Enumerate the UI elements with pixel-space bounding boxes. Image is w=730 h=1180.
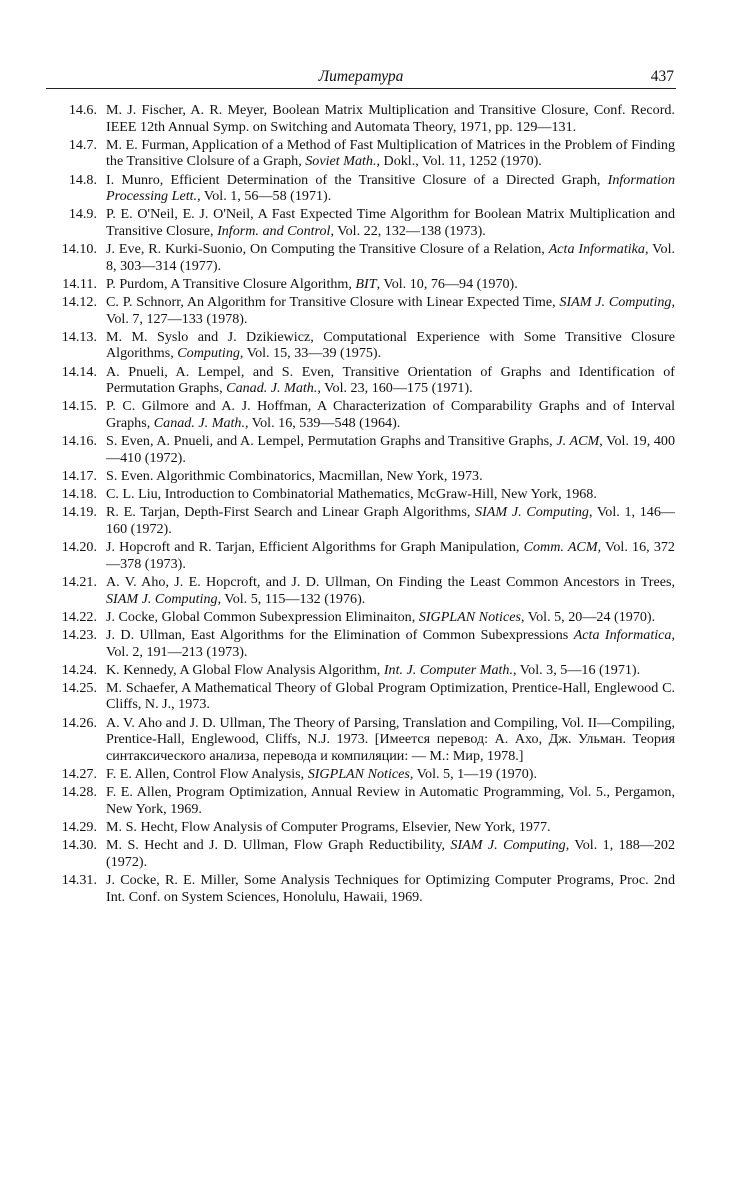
reference-number: 14.22. xyxy=(61,608,97,625)
reference-number: 14.16. xyxy=(61,433,97,450)
reference-source-title: SIAM J. Computing xyxy=(450,837,566,854)
reference-number: 14.20. xyxy=(61,539,97,556)
reference-number: 14.13. xyxy=(61,328,97,345)
reference-entry xyxy=(54,364,675,397)
reference-text: , Vol. 1, 146—160 (1972). xyxy=(106,504,675,537)
reference-entry xyxy=(54,486,675,503)
reference-entry xyxy=(54,609,675,626)
page-number: 437 xyxy=(650,68,674,85)
reference-text: M. E. Furman, Application of a Method of Fast Multiplication of Matrices in the Problem of Finding the Transitive Clolsure of a Graph, xyxy=(106,136,675,170)
reference-text: , Vol. 22, 132—138 (1973). xyxy=(330,222,486,239)
reference-text: A. Pnueli, A. Lempel, and S. Even, Transitive Orientation of Graphs and Identification of Permutation Graphs, xyxy=(106,363,675,397)
reference-entry xyxy=(54,539,675,572)
reference-source-title: Canad. J. Math. xyxy=(226,380,318,397)
reference-entry xyxy=(54,329,675,362)
reference-text: M. S. Hecht, Flow Analysis of Computer Programs, Elsevier, New York, 1977. xyxy=(106,819,551,835)
reference-entry xyxy=(54,172,675,205)
reference-text: C. L. Liu, Introduction to Combinatorial Mathematics, McGraw-Hill, New York, 1968. xyxy=(106,486,597,503)
reference-entry xyxy=(54,137,675,170)
reference-source-title: Acta Informatica xyxy=(573,626,672,643)
reference-text: , Vol. 8, 303—314 (1977). xyxy=(106,241,676,274)
reference-text: J. D. Ullman, East Algorithms for the Elimination of Common Subexpressions xyxy=(106,626,574,643)
reference-number: 14.19. xyxy=(61,504,97,521)
reference-text: , Vol. 1, 188—202 (1972). xyxy=(106,837,675,870)
reference-text: , Vol. 23, 160—175 (1971). xyxy=(317,380,473,397)
reference-source-title: SIGPLAN Notices xyxy=(307,766,410,783)
reference-number: 14.17. xyxy=(61,468,97,484)
reference-text: , Vol. 2, 191—213 (1973). xyxy=(106,626,675,660)
reference-text: J. Cocke, R. E. Miller, Some Analysis Techniques for Optimizing Computer Programs, Proc. 2nd Int. Conf. on System Sciences, Honolulu, Hawaii, 1969. xyxy=(106,871,675,905)
reference-number: 14.15. xyxy=(61,398,97,415)
reference-source-title: J. ACM xyxy=(556,433,600,450)
reference-text: , Vol. 10, 76—94 (1970). xyxy=(376,275,518,292)
reference-source-title: SIAM J. Computing xyxy=(106,590,218,607)
reference-text: , Vol. 3, 5—16 (1971). xyxy=(513,661,641,678)
reference-text: M. J. Fischer, A. R. Meyer, Boolean Matrix Multiplication and Transitive Closure, Conf. Record. IEEE 12th Annual Symp. on Switching and Automata Theory, 1971, pp. 129—131. xyxy=(106,102,675,135)
reference-number: 14.28. xyxy=(61,784,97,801)
reference-source-title: Int. J. Computer Math. xyxy=(383,661,514,678)
reference-number: 14.31. xyxy=(61,871,97,888)
reference-text: M. S. Hecht and J. D. Ullman, Flow Graph Reductibility, xyxy=(106,837,451,854)
reference-text: A. V. Aho, J. E. Hopcroft, and J. D. Ullman, On Finding the Least Common Ancestors in Trees, xyxy=(106,573,675,590)
reference-text: , Vol. 16, 372—378 (1973). xyxy=(106,539,675,572)
reference-entry xyxy=(54,819,675,836)
reference-number: 14.30. xyxy=(61,837,97,854)
reference-text: , Vol. 16, 539—548 (1964). xyxy=(244,415,401,432)
reference-text: J. Cocke, Global Common Subexpression Eliminaiton, xyxy=(106,608,419,625)
reference-entry xyxy=(54,398,675,431)
running-header xyxy=(46,66,676,89)
reference-text: I. Munro, Efficient Determination of the Transitive Closure of a Directed Graph, xyxy=(106,171,608,188)
reference-number: 14.11. xyxy=(62,275,97,292)
reference-text: J. Hopcroft and R. Tarjan, Efficient Algorithms for Graph Manipulation, xyxy=(106,539,524,556)
reference-entry xyxy=(54,872,675,905)
reference-text: , Vol. 5, 115—132 (1976). xyxy=(217,590,366,607)
reference-number: 14.7. xyxy=(68,136,97,153)
running-title: Литература xyxy=(318,68,404,85)
reference-text: P. E. O'Neil, E. J. O'Neil, A Fast Expected Time Algorithm for Boolean Matrix Multiplication and Transitive Closure, xyxy=(106,206,675,239)
reference-text: P. Purdom, A Transitive Closure Algorithm, xyxy=(106,275,356,292)
reference-entry xyxy=(54,102,675,135)
reference-entry xyxy=(54,276,675,293)
reference-number: 14.10. xyxy=(61,241,97,258)
reference-text: S. Even. Algorithmic Combinatorics, Macmillan, New York, 1973. xyxy=(106,468,483,484)
reference-source-title: BIT xyxy=(355,275,377,292)
reference-text: C. P. Schnorr, An Algorithm for Transitive Closure with Linear Expected Time, xyxy=(106,294,560,311)
reference-number: 14.14. xyxy=(61,363,97,380)
reference-text: R. E. Tarjan, Depth-First Search and Linear Graph Algorithms, xyxy=(106,504,476,521)
reference-entry xyxy=(54,766,675,783)
reference-text: S. Even, A. Pnueli, and A. Lempel, Permutation Graphs and Transitive Graphs, xyxy=(106,433,557,450)
reference-text: K. Kennedy, A Global Flow Analysis Algorithm, xyxy=(106,661,384,678)
reference-entry xyxy=(54,574,675,607)
reference-source-title: Canad. J. Math. xyxy=(153,415,245,432)
reference-text: M. M. Syslo and J. Dzikiewicz, Computational Experience with Some Transitive Closure Algorithms, xyxy=(106,328,675,362)
reference-text: M. Schaefer, A Mathematical Theory of Global Program Optimization, Prentice-Hall, Englewood C. Cliffs, N. J., 1973. xyxy=(106,679,675,713)
reference-number: 14.25. xyxy=(61,679,97,696)
reference-text: A. V. Aho and J. D. Ullman, The Theory of Parsing, Translation and Compiling, Vol. II—Compiling, Prentice-Hall, Englewood, Cliffs, N.J. 1973. [Имеется перевод: А. Ахо, Дж. Ульман. Теория синтаксического анализа, перевода и компиляции: — М.: Мир, 1978.] xyxy=(106,714,675,764)
reference-number: 14.27. xyxy=(61,766,97,783)
reference-entry xyxy=(54,206,675,239)
reference-number: 14.21. xyxy=(61,573,97,590)
reference-source-title: Comm. ACM xyxy=(523,539,598,556)
reference-number: 14.23. xyxy=(61,626,97,643)
reference-entry xyxy=(54,468,675,485)
reference-entry xyxy=(54,433,675,466)
reference-entry xyxy=(54,504,675,537)
reference-text: , Vol. 5, 1—19 (1970). xyxy=(409,766,537,783)
reference-number: 14.8. xyxy=(68,171,97,188)
reference-list xyxy=(54,102,675,907)
reference-number: 14.6. xyxy=(68,102,97,118)
reference-text: , Vol. 19, 400—410 (1972). xyxy=(106,433,675,466)
reference-text: , Vol. 15, 33—39 (1975). xyxy=(239,345,382,362)
reference-text: , Vol. 1, 56—58 (1971). xyxy=(197,188,332,205)
reference-number: 14.24. xyxy=(61,661,97,678)
reference-entry xyxy=(54,662,675,679)
reference-entry xyxy=(54,784,675,817)
reference-entry xyxy=(54,241,675,274)
reference-source-title: SIAM J. Computing xyxy=(475,504,589,521)
reference-source-title: Acta Informatika xyxy=(548,241,645,258)
reference-source-title: SIAM J. Computing xyxy=(559,294,672,311)
reference-entry xyxy=(54,680,675,713)
reference-text: F. E. Allen, Program Optimization, Annual Review in Automatic Programming, Vol. 5., Pergamon, New York, 1969. xyxy=(106,784,675,817)
reference-text: , Dokl., Vol. 11, 1252 (1970). xyxy=(376,153,542,170)
reference-source-title: SIGPLAN Notices xyxy=(418,608,521,625)
reference-entry xyxy=(54,715,675,765)
reference-number: 14.9. xyxy=(68,206,97,223)
reference-entry xyxy=(54,837,675,870)
reference-source-title: Inform. and Control xyxy=(217,222,331,239)
reference-number: 14.18. xyxy=(61,486,97,503)
reference-number: 14.29. xyxy=(61,819,97,835)
reference-source-title: Computing xyxy=(177,345,240,362)
reference-source-title: Soviet Math. xyxy=(305,153,377,170)
reference-entry xyxy=(54,294,675,327)
reference-text: , Vol. 7, 127—133 (1978). xyxy=(106,294,675,327)
reference-entry xyxy=(54,627,675,660)
reference-text: , Vol. 5, 20—24 (1970). xyxy=(520,608,656,625)
reference-number: 14.26. xyxy=(61,714,97,731)
reference-text: P. C. Gilmore and A. J. Hoffman, A Characterization of Comparability Graphs and of Interval Graphs, xyxy=(106,398,675,432)
reference-text: J. Eve, R. Kurki-Suonio, On Computing the Transitive Closure of a Relation, xyxy=(106,241,549,258)
reference-number: 14.12. xyxy=(61,294,97,311)
reference-text: F. E. Allen, Control Flow Analysis, xyxy=(106,766,308,783)
reference-source-title: Information Processing Lett. xyxy=(106,171,675,205)
